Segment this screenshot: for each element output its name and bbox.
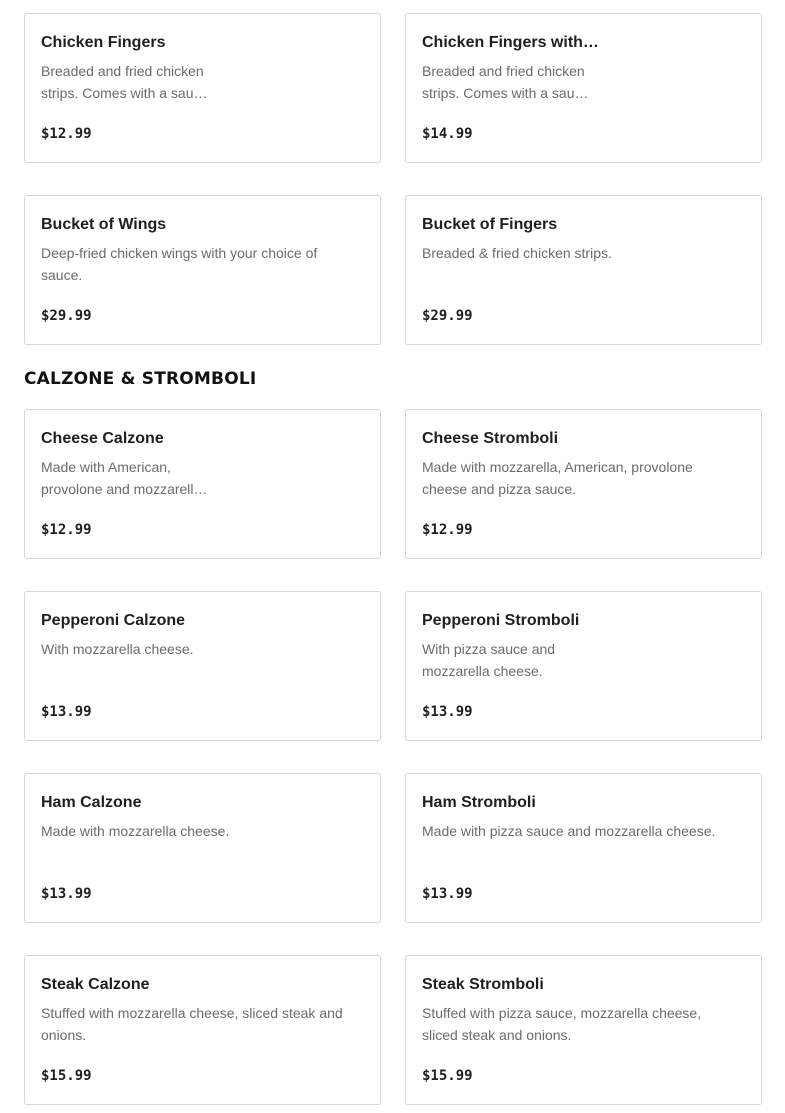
menu-item-card[interactable] bbox=[405, 13, 762, 163]
menu-item-card[interactable] bbox=[405, 773, 762, 923]
menu-item-card[interactable] bbox=[24, 773, 381, 923]
menu-item-price: $13.99 bbox=[41, 704, 92, 720]
menu-item-card[interactable] bbox=[24, 13, 381, 163]
menu-item-name: Chicken Fingers bbox=[41, 34, 166, 51]
menu-item-card[interactable] bbox=[24, 195, 381, 345]
menu-item-name: Cheese Stromboli bbox=[422, 430, 559, 447]
menu-item-price: $12.99 bbox=[41, 126, 92, 142]
menu-item-price: $29.99 bbox=[422, 308, 473, 324]
menu-item-name: Pepperoni Calzone bbox=[41, 612, 186, 629]
section-title: CALZONE & STROMBOLI bbox=[24, 369, 257, 389]
menu-item-name: Ham Stromboli bbox=[422, 794, 536, 811]
menu-item-price: $12.99 bbox=[422, 522, 473, 538]
menu-item-description: Stuffed with pizza sauce, mozzarella cheese, sliced steak and onions. bbox=[422, 1005, 702, 1043]
menu-item-name: Ham Calzone bbox=[41, 794, 142, 811]
menu-item-name: Pepperoni Stromboli bbox=[422, 612, 580, 629]
menu-item-description: With mozzarella cheese. bbox=[41, 641, 194, 657]
menu-item-description: Made with pizza sauce and mozzarella cheese. bbox=[422, 823, 716, 839]
menu-item-name: Bucket of Wings bbox=[41, 216, 167, 233]
menu-item-description: Made with mozzarella cheese. bbox=[41, 823, 230, 839]
menu-item-name: Bucket of Fingers bbox=[422, 216, 558, 233]
menu-item-card[interactable] bbox=[405, 591, 762, 741]
menu-item-card[interactable] bbox=[24, 409, 381, 559]
menu-item-description: Stuffed with mozzarella cheese, sliced steak and onions. bbox=[41, 1005, 343, 1043]
menu-item-name: Steak Calzone bbox=[41, 976, 150, 993]
menu-item-description: Deep-fried chicken wings with your choice of sauce. bbox=[41, 245, 318, 283]
menu-item-price: $12.99 bbox=[41, 522, 92, 538]
menu-item-card[interactable] bbox=[405, 409, 762, 559]
menu-item-name: Steak Stromboli bbox=[422, 976, 544, 993]
menu-item-description: Made with mozzarella, American, provolone cheese and pizza sauce. bbox=[422, 459, 693, 497]
menu-item-card[interactable] bbox=[405, 195, 762, 345]
menu-item-price: $15.99 bbox=[41, 1068, 92, 1084]
menu-item-description: With pizza sauce and mozzarella cheese. bbox=[422, 641, 556, 679]
menu-item-description: Breaded and fried chicken strips. Comes with a sau… bbox=[422, 63, 589, 101]
menu-item-name: Cheese Calzone bbox=[41, 430, 164, 447]
menu-item-price: $15.99 bbox=[422, 1068, 473, 1084]
menu-item-price: $13.99 bbox=[41, 886, 92, 902]
menu-item-price: $29.99 bbox=[41, 308, 92, 324]
menu-item-card[interactable] bbox=[405, 955, 762, 1105]
menu-item-description: Breaded & fried chicken strips. bbox=[422, 245, 612, 261]
menu-item-price: $14.99 bbox=[422, 126, 473, 142]
menu-item-description: Breaded and fried chicken strips. Comes with a sau… bbox=[41, 63, 208, 101]
menu-item-name: Chicken Fingers with… bbox=[422, 34, 599, 51]
menu-item-card[interactable] bbox=[24, 955, 381, 1105]
menu-item-price: $13.99 bbox=[422, 886, 473, 902]
menu-item-price: $13.99 bbox=[422, 704, 473, 720]
menu-item-card[interactable] bbox=[24, 591, 381, 741]
menu-item-description: Made with American, provolone and mozzarell… bbox=[41, 459, 208, 497]
